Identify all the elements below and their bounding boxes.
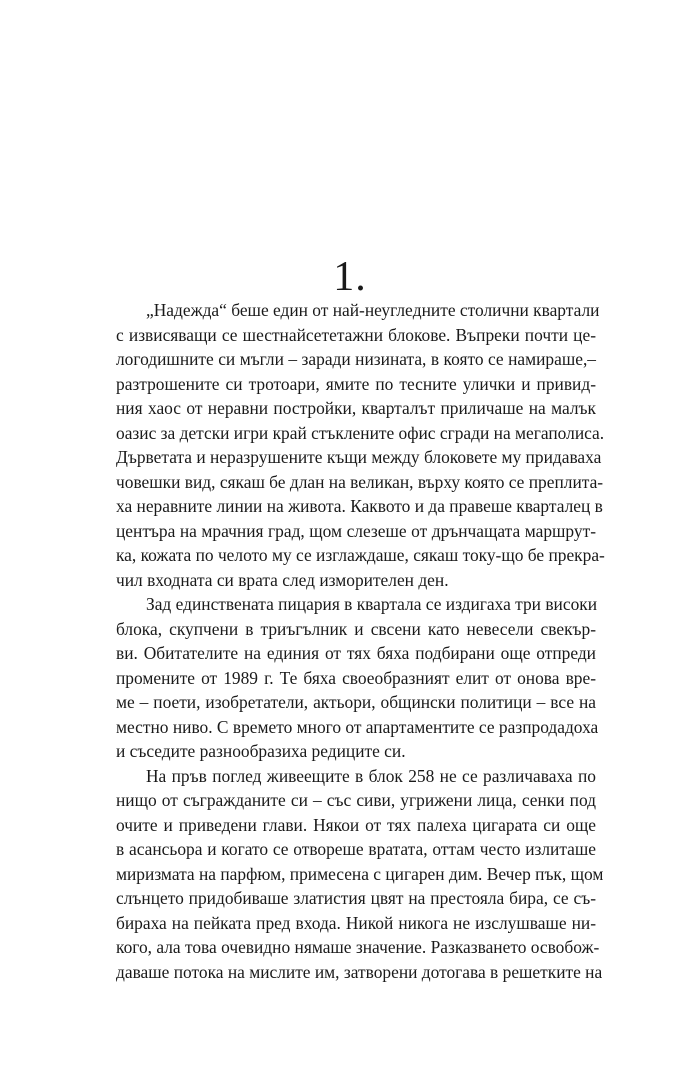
text-line: промените от 1989 г. Те бяха своеобразният елит от онова вре- xyxy=(116,667,596,688)
text-line: разтрошените си тротоари, ямите по тесните улички и привид- xyxy=(116,373,596,394)
paragraph-3 xyxy=(116,764,604,985)
text-line: човешки вид, сякаш бе длан на великан, върху която се преплита- xyxy=(116,471,604,492)
text-line: миризмата на парфюм, примесена с цигарен дим. Вечер пък, щом xyxy=(116,863,604,884)
text-line: в асансьора и когато се отвореше вратата, оттам често излиташе xyxy=(116,839,596,859)
paragraph-1 xyxy=(116,298,605,592)
chapter-body-text xyxy=(116,298,605,984)
text-line: ха неравните линии на живота. Каквото и да правеше кварталец в xyxy=(116,496,603,516)
text-line: Дърветата и неразрушените къщи между блоковете му придаваха xyxy=(116,447,602,467)
text-line: ви. Обитателите на единия от тях бяха подбирани още отпреди xyxy=(116,643,596,663)
text-line: даваше потока на мислите им, затворени дотогава в решетките на xyxy=(116,961,603,982)
text-line: На пръв поглед живеещите в блок 258 не се различаваха по xyxy=(146,765,596,786)
text-line: центъра на мрачния град, щом слезеше от дрънчащата маршрут- xyxy=(116,520,596,541)
text-line: оазис за детски игри край стъклените офис сгради на мегаполиса. xyxy=(116,422,605,443)
text-line: ния хаос от неравни постройки, кварталът приличаше на малък xyxy=(116,398,596,418)
text-line: кого, ала това очевидно нямаше значение. Разказването освобож- xyxy=(116,937,600,957)
text-line: бираха на пейката пред входа. Никой никога не изслушваше ни- xyxy=(116,912,596,933)
text-line: чил входната си врата след изморителен ден. xyxy=(116,569,449,590)
text-line: логодишните си мъгли – заради низината, в която се намираше,– xyxy=(116,349,596,369)
text-line: слънцето придобиваше златистия цвят на престояла бира, се съ- xyxy=(116,888,596,908)
text-line: очите и приведени глави. Някои от тях палеха цигарата си още xyxy=(116,814,596,835)
text-line: „Надежда“ беше един от най-неуглeдните столични квартали xyxy=(146,300,600,320)
text-line: ка, кожата по челото му се изглаждаше, сякаш току-що бе прекра- xyxy=(116,545,605,565)
text-line: блока, скупчени в триъгълник и свсени като невесели свекър- xyxy=(116,618,596,639)
text-line: местно ниво. С времето много от апартаментите се разпродадоха xyxy=(116,716,599,737)
text-line: с извисяващи се шестнайсететажни блокове. Въпреки почти це- xyxy=(116,324,596,345)
text-line: Зад единствената пицария в квартала се издигаха три високи xyxy=(146,594,598,614)
text-line: ме – поети, изобретатели, актьори, общински политици – все на xyxy=(116,692,596,712)
text-line: и съседите разнообразиха редиците си. xyxy=(116,741,406,761)
text-line: нищо от съгражданите си – със сиви, угрижени лица, сенки под xyxy=(116,790,596,810)
chapter-number: 1. xyxy=(333,254,367,300)
paragraph-2 xyxy=(116,592,599,764)
